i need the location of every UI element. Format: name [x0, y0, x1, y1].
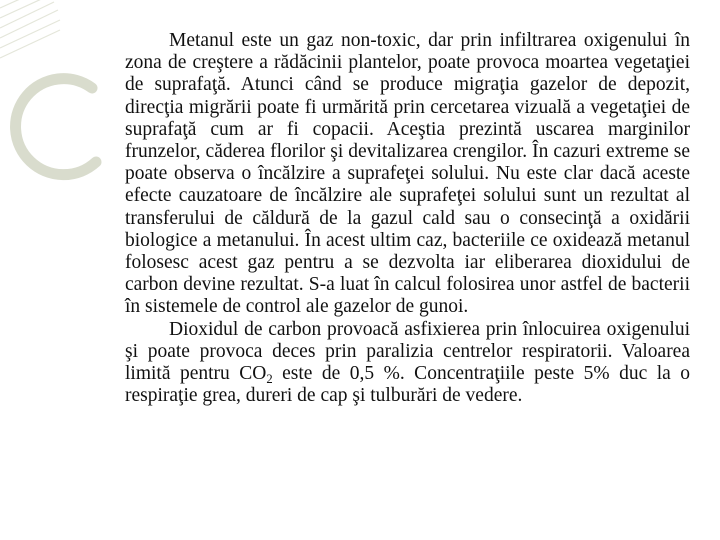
- decorative-swirl-graphic: [0, 0, 120, 220]
- co2-subscript: 2: [266, 371, 273, 386]
- paragraph-co2-text-start: Dioxidul de carbon provoacă asfixierea prin înlocuirea oxigenului şi poate provoca deces prin paralizia centrelor respiratorii. Valoarea limită pentru CO: [125, 318, 690, 385]
- paragraph-methane: Metanul este un gaz non-toxic, dar prin infiltrarea oxigenului în zona de creştere a rădăcinii plantelor, poate provoca moartea vegetaţiei de suprafaţă. Atunci când se produce migraţia gazelor de depozit, direcţia migrării poate fi urmărită prin cercetarea vizuală a vegetaţiei de suprafaţă cum ar fi copacii. Aceştia prezintă uscarea marginilor frunzelor, căderea florilor şi devitalizarea crengilor. În cazuri extreme se poate observa o încălzire a suprafeţei solului. Nu este clar dacă aceste efecte cauzatoare de încălzire ale suprafeţei solului sunt un rezultat al transferului de căldură de la gazul cald sau o consecinţă a oxidării biologice a metanului. În acest ultim caz, bacteriile ce oxidează metanul folosesc acest gaz pentru a se dezvolta iar eliberarea dioxidului de carbon devine rezultat. S-a luat în calcul folosirea unor astfel de bacterii în sistemele de control ale gazelor de gunoi.: [125, 30, 690, 318]
- document-body: [125, 30, 690, 407]
- decorative-ring: [16, 79, 96, 175]
- decorative-lines: [0, 0, 60, 58]
- paragraph-co2-text-end: este de 0,5 %. Concentraţiile peste 5% duc la o respiraţie grea, dureri de cap şi tulburări de vedere.: [125, 363, 690, 407]
- paragraph-carbon-dioxide: [125, 319, 690, 408]
